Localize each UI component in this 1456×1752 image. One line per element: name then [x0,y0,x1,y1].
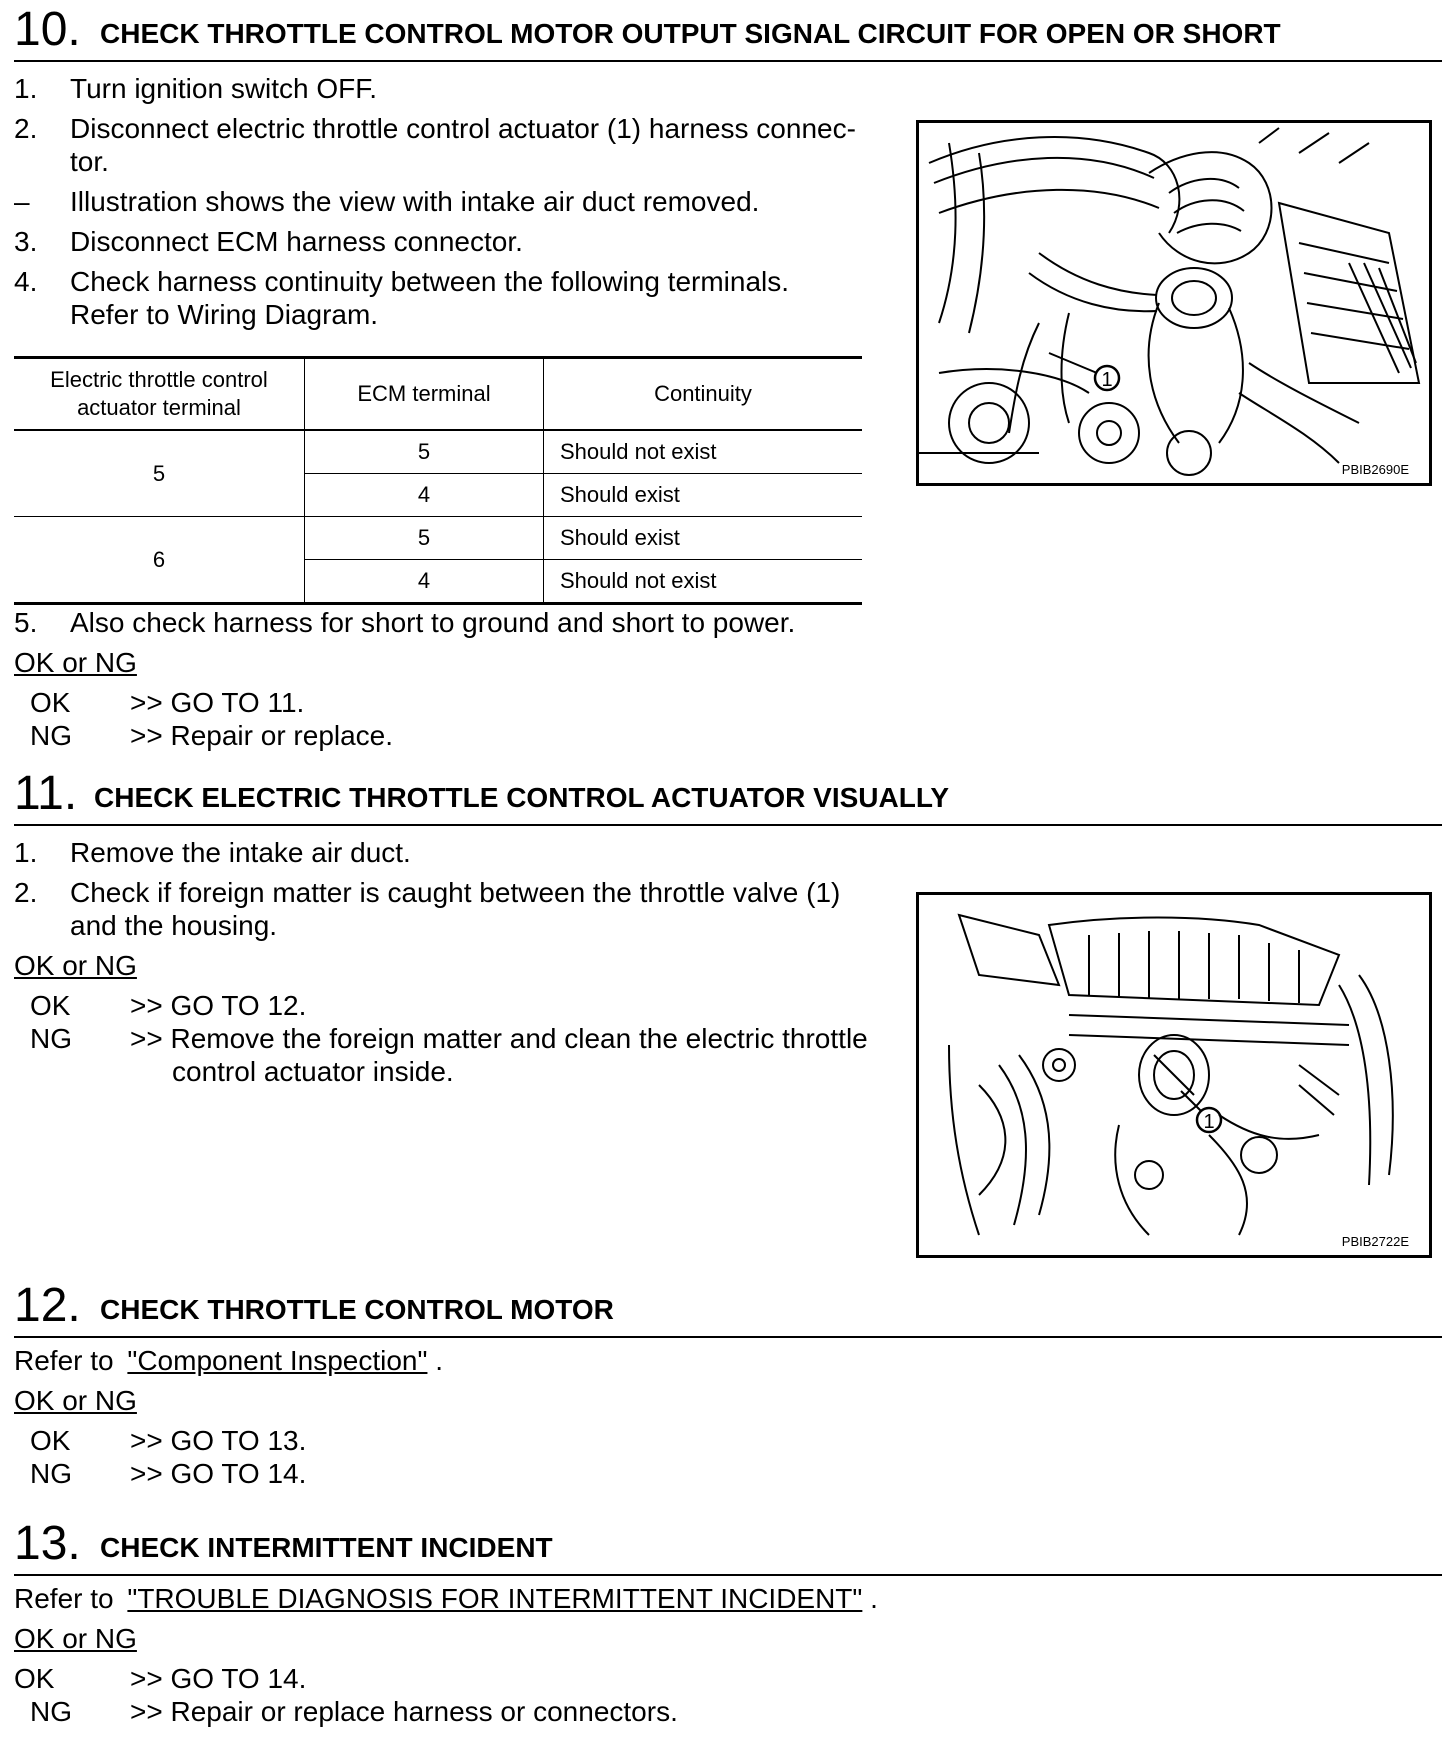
ok-or-ng-label: OK or NG [14,647,137,678]
continuity-cell: Should exist [544,517,863,560]
engine-bay-illustration-2 [916,892,1432,1258]
continuity-cell: Should exist [544,474,863,517]
section-title: CHECK INTERMITTENT INCIDENT [100,1532,553,1563]
step-dash: – [14,186,30,217]
section-number: 11. [14,767,78,820]
section-title: CHECK THROTTLE CONTROL MOTOR [100,1294,614,1325]
section-number: 13. [14,1517,81,1570]
ng-result-cont: control actuator inside. [172,1056,454,1087]
ok-result: >> GO TO 12. [130,990,307,1021]
step-text: Illustration shows the view with intake air duct removed. [70,186,760,217]
engine-bay-drawing [919,123,1429,483]
ecm-terminal-cell: 5 [305,430,544,474]
intermittent-incident-link[interactable]: "TROUBLE DIAGNOSIS FOR INTERMITTENT INCIDENT" [127,1583,863,1614]
step-number: 2. [14,877,38,908]
step-text: Disconnect ECM harness connector. [70,226,523,257]
refer-suffix: . [435,1345,444,1376]
figure-callout: 1 [1101,369,1113,391]
refer-prefix: Refer to [14,1583,114,1614]
ng-result: >> Remove the foreign matter and clean the electric throttle [130,1023,868,1054]
column-header: ECM terminal [305,358,544,431]
section-13 [14,1514,1442,1744]
ok-or-ng-label: OK or NG [14,1623,137,1654]
figure-id: PBIB2722E [1341,1234,1409,1249]
step-text: Disconnect electric throttle control actuator (1) harness connec- [70,113,856,144]
ecm-terminal-cell: 4 [305,560,544,604]
continuity-table [14,356,862,605]
ok-result: >> GO TO 13. [130,1425,307,1456]
ok-result: >> GO TO 14. [130,1663,307,1694]
ng-result: >> GO TO 14. [130,1458,307,1489]
ok-label: OK [30,687,71,718]
step-number: 4. [14,266,38,297]
ecm-terminal-cell: 4 [305,474,544,517]
step-number: 5. [14,607,38,638]
refer-suffix: . [870,1583,878,1614]
ng-result: >> Repair or replace harness or connectors. [130,1696,678,1727]
section-12 [14,1276,1442,1496]
column-header: Continuity [544,358,863,431]
ng-label: NG [30,720,72,751]
step-number: 2. [14,113,38,144]
ok-or-ng-label: OK or NG [14,950,137,981]
step-number: 1. [14,837,38,868]
section-12-header [14,1276,1442,1338]
ng-label: NG [30,1696,72,1727]
table-header-row [14,358,862,431]
refer-prefix: Refer to [14,1345,114,1376]
step-number: 1. [14,73,38,104]
section-11-header [14,764,1442,826]
step-number: 3. [14,226,38,257]
step-text-cont: Refer to Wiring Diagram. [70,299,379,330]
section-title: CHECK THROTTLE CONTROL MOTOR OUTPUT SIGNAL CIRCUIT FOR OPEN OR SHORT [100,18,1281,49]
step-text: Check if foreign matter is caught between the throttle valve (1) [70,877,841,908]
ok-label: OK [30,990,71,1021]
engine-bay-drawing [919,895,1429,1255]
figure-id: PBIB2690E [1341,462,1409,477]
actuator-terminal-cell: 6 [14,517,305,604]
step-text-cont: tor. [70,146,109,177]
table-row [14,430,862,474]
step-text: Remove the intake air duct. [70,837,411,868]
section-13-header [14,1514,1442,1576]
step-text: Check harness continuity between the following terminals. [70,266,790,297]
section-11 [14,764,1442,1249]
continuity-cell: Should not exist [544,430,863,474]
ok-result: >> GO TO 11. [130,687,305,718]
ok-label: OK [14,1663,55,1694]
section-10 [14,0,1442,760]
column-header: Electric throttle control actuator terminal [14,358,305,431]
ecm-terminal-cell: 5 [305,517,544,560]
engine-bay-illustration-1 [916,120,1432,486]
step-text: Also check harness for short to ground and short to power. [70,607,796,638]
section-number: 12. [14,1279,81,1332]
component-inspection-link[interactable]: "Component Inspection" [127,1345,428,1376]
ok-label: OK [30,1425,71,1456]
ng-label: NG [30,1023,72,1054]
figure-callout: 1 [1203,1111,1215,1133]
ng-result: >> Repair or replace. [130,720,394,751]
ok-or-ng-label: OK or NG [14,1385,137,1416]
ng-label: NG [30,1458,72,1489]
refer-line [14,1582,878,1615]
step-text: Turn ignition switch OFF. [70,73,378,104]
section-10-header [14,0,1442,62]
section-number: 10. [14,3,81,56]
refer-line [14,1344,443,1377]
continuity-cell: Should not exist [544,560,863,604]
step-text-cont: and the housing. [70,910,278,941]
section-title: CHECK ELECTRIC THROTTLE CONTROL ACTUATOR VISUALLY [94,782,950,813]
actuator-terminal-cell: 5 [14,430,305,517]
table-row [14,517,862,560]
